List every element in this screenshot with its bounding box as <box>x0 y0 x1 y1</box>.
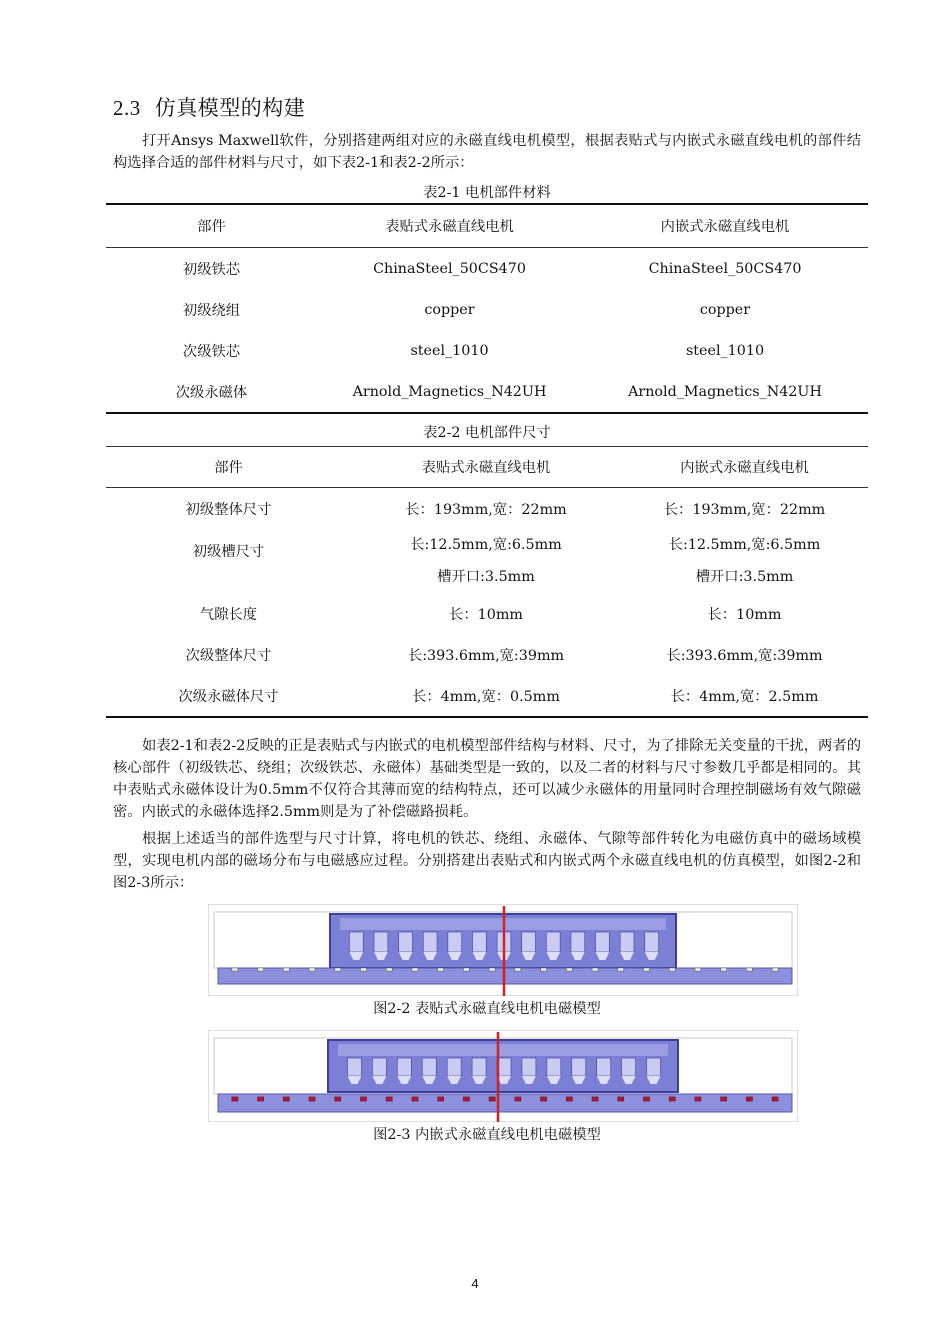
dimensions-table <box>106 420 868 718</box>
magnet <box>258 968 264 971</box>
slot <box>522 1058 536 1076</box>
magnet <box>283 968 289 971</box>
table-row <box>106 675 868 717</box>
slot <box>620 932 634 952</box>
magnet <box>695 968 701 971</box>
table-cell: 次级铁芯 <box>182 343 241 360</box>
header-cell: 内嵌式永磁直线电机 <box>582 204 868 248</box>
page-number: 4 <box>471 1276 479 1291</box>
slot <box>472 932 486 952</box>
slot <box>547 1058 561 1076</box>
magnet <box>592 1097 598 1101</box>
slot <box>546 932 560 952</box>
slot <box>347 1058 361 1076</box>
magnet <box>721 1097 727 1101</box>
table-cell: 长:393.6mm,宽:39mm <box>666 647 823 664</box>
slot <box>349 932 363 952</box>
cell-line: 槽开口:3.5mm <box>695 569 794 585</box>
table-cell: 长：10mm <box>449 606 523 623</box>
table-header-row <box>106 204 868 248</box>
table-cell: copper <box>699 301 751 318</box>
section-title: 仿真模型的构建 <box>154 96 306 120</box>
table-row <box>106 488 868 530</box>
magnet <box>361 1097 367 1101</box>
magnet <box>232 1097 238 1101</box>
analysis-paragraph: 如表2-1和表2-2反映的正是表贴式与内嵌式的电机模型部件结构与材料、尺寸，为了排除无关变量的干扰，两者的核心部件（初级铁芯、绕组；次级铁芯、永磁体）基础类型是一致的，以及二者的材料与尺寸参数几乎都是相同的。其中表贴式永磁体设计为0.5mm不仅符合其薄而宽的结构特点，还可以减少永磁体的用量同时合理控制磁场有效气隙磁密。内嵌式的永磁体选择2.5mm则是为了补偿磁路损耗。 <box>113 738 861 820</box>
interior-pm-motor-model-figure <box>208 1030 798 1122</box>
slot <box>645 932 659 952</box>
table-cell: 初级槽尺寸 <box>192 544 265 560</box>
magnet <box>463 1097 469 1101</box>
slot <box>423 932 437 952</box>
magnet <box>772 968 778 971</box>
table-cell: copper <box>424 301 475 318</box>
slot <box>447 1058 461 1076</box>
table-cell: 初级整体尺寸 <box>185 501 272 518</box>
table-row <box>106 529 868 593</box>
magnet <box>721 968 727 971</box>
magnet <box>541 1097 547 1101</box>
table-cell: 长：4mm,宽：0.5mm <box>412 688 560 705</box>
table-cell: 次级永磁体 <box>175 384 248 401</box>
slot <box>596 932 610 952</box>
cell-line: 长:12.5mm,宽:6.5mm <box>410 537 562 553</box>
magnet <box>746 1097 752 1101</box>
slot <box>571 932 585 952</box>
slot <box>647 1058 661 1076</box>
slot <box>422 1058 436 1076</box>
intro-paragraph: 打开Ansys Maxwell软件，分别搭建两组对应的永磁直线电机模型，根据表贴式与内嵌式永磁直线电机的部件结构选择合适的部件材料与尺寸，如下表2-1和表2-2所示： <box>113 133 861 171</box>
magnet <box>463 968 469 971</box>
table-cell: steel_1010 <box>410 342 489 359</box>
magnet <box>283 1097 289 1101</box>
table-cell <box>351 529 621 593</box>
magnet <box>566 1097 572 1101</box>
slot <box>622 1058 636 1076</box>
magnet <box>669 968 675 971</box>
table-cell: ChinaSteel_50CS470 <box>648 260 802 277</box>
magnet <box>592 968 598 971</box>
magnet <box>438 1097 444 1101</box>
magnet <box>386 1097 392 1101</box>
magnet <box>335 968 341 971</box>
slot <box>374 932 388 952</box>
table-cell: 长：4mm,宽：2.5mm <box>670 688 819 705</box>
table-cell: 长：193mm,宽：22mm <box>405 501 567 518</box>
magnet <box>618 1097 624 1101</box>
magnet <box>746 968 752 971</box>
slot <box>372 1058 386 1076</box>
magnet <box>412 968 418 971</box>
header-cell: 部件 <box>106 204 317 248</box>
materials-table <box>106 203 868 414</box>
header-cell: 内嵌式永磁直线电机 <box>621 447 868 488</box>
magnet <box>438 968 444 971</box>
cell-line: 槽开口:3.5mm <box>437 569 535 585</box>
table-cell: 初级绕组 <box>182 302 241 319</box>
section-heading <box>113 92 305 122</box>
table2-caption: 表2-2 电机部件尺寸 <box>423 425 551 441</box>
table-row <box>106 248 868 290</box>
table-cell: 长：10mm <box>707 606 782 623</box>
magnet <box>309 1097 315 1101</box>
magnet <box>644 1097 650 1101</box>
slot <box>522 932 536 952</box>
slot <box>472 1058 486 1076</box>
table-cell: Arnold_Magnetics_N42UH <box>352 383 547 400</box>
primary-core <box>328 1040 678 1092</box>
magnet <box>412 1097 418 1101</box>
cell-line: 长:12.5mm,宽:6.5mm <box>668 537 821 553</box>
slot <box>397 1058 411 1076</box>
magnet <box>515 968 521 971</box>
header-cell: 部件 <box>106 447 351 488</box>
slot <box>572 1058 586 1076</box>
magnet <box>669 1097 675 1101</box>
table-cell <box>621 529 868 593</box>
figure-2-2-caption: 图2-2 表贴式永磁直线电机电磁模型 <box>373 1001 601 1017</box>
table-cell: 初级铁芯 <box>182 261 241 278</box>
magnet <box>232 968 238 971</box>
magnet <box>309 968 315 971</box>
table-cell: ChinaSteel_50CS470 <box>373 260 526 277</box>
magnet <box>566 968 572 971</box>
table-cell: Arnold_Magnetics_N42UH <box>628 383 822 400</box>
magnet <box>541 968 547 971</box>
section-number: 2.3 <box>113 96 141 120</box>
table-row <box>106 330 868 371</box>
table-cell: 次级永磁体尺寸 <box>178 688 279 705</box>
slot <box>597 1058 611 1076</box>
magnet <box>361 968 367 971</box>
table-cell: 次级整体尺寸 <box>185 647 272 664</box>
magnet <box>772 1097 778 1101</box>
magnet <box>644 968 650 971</box>
table1-caption: 表2-1 电机部件材料 <box>423 185 551 201</box>
table-row <box>106 593 868 634</box>
magnet <box>695 1097 701 1101</box>
header-cell: 表贴式永磁直线电机 <box>317 204 582 248</box>
magnet <box>386 968 392 971</box>
slot <box>448 932 462 952</box>
figure-2-3-caption: 图2-3 内嵌式永磁直线电机电磁模型 <box>373 1127 601 1143</box>
magnet <box>258 1097 264 1101</box>
table-row <box>106 289 868 330</box>
magnet <box>515 1097 521 1101</box>
magnet <box>489 968 495 971</box>
slot <box>399 932 413 952</box>
magnet <box>335 1097 341 1101</box>
table-row <box>106 634 868 675</box>
magnet <box>618 968 624 971</box>
surface-pm-motor-model-figure <box>208 904 798 996</box>
magnet <box>489 1097 495 1101</box>
secondary-core <box>218 1094 792 1112</box>
table-row <box>106 371 868 413</box>
table-cell: 长：193mm,宽：22mm <box>663 501 826 518</box>
table-cell: steel_1010 <box>685 342 765 359</box>
table-cell: 长:393.6mm,宽:39mm <box>407 647 565 664</box>
table-cell: 气隙长度 <box>199 606 258 623</box>
table-header-row <box>106 447 868 488</box>
header-cell: 表贴式永磁直线电机 <box>351 447 621 488</box>
model-paragraph: 根据上述适当的部件选型与尺寸计算，将电机的铁芯、绕组、永磁体、气隙等部件转化为电磁仿真中的磁场域模型，实现电机内部的磁场分布与电磁感应过程。分别搭建出表贴式和内嵌式两个永磁直线电机的仿真模型，如图2-2和图2-3所示： <box>113 831 861 891</box>
